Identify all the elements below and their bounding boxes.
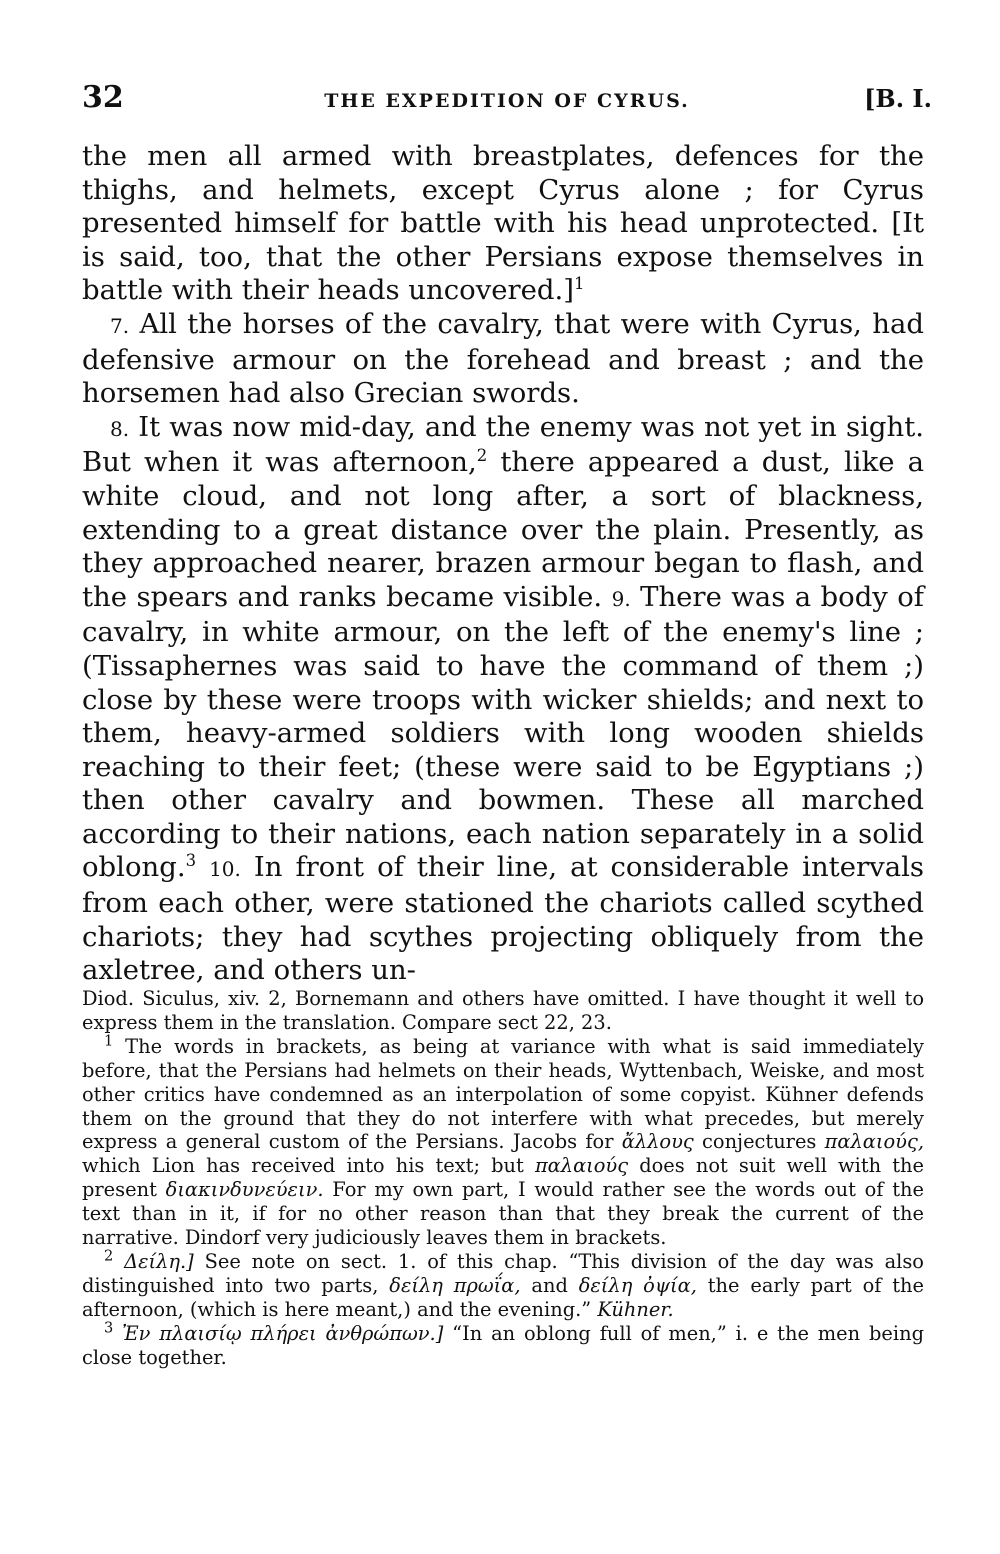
main-text <box>82 140 924 988</box>
footnote-2 <box>82 1250 924 1322</box>
footnote-2-text-a: See note on sect. 1. of this chap. “This division of the day was also distinguished into two parts, <box>82 1249 924 1297</box>
greek-word: διακινδυνεύειν. <box>165 1178 324 1202</box>
section-9-text: There was a body of cavalry, in white armour, on the left of the enemy's line ; (Tissaphernes was said to have the command of them ;) close by these were troops with wicker shields; and next to them, heavy-armed soldiers with long wooden shields reaching to their feet; (these were said to be Egyptians ;) then other cavalry and bowmen. These all marched according to their nations, each nation separately in a solid oblong. <box>82 580 924 884</box>
footnote-2-mark: 2 <box>104 1248 114 1265</box>
section-8-text-b: there appeared a dust, like a white cloud, and not long after, a sort of blackness, extending to a great distance over the plain. Presently, as they approached nearer, brazen armour began to flash, and the spears and ranks became visible. <box>82 446 924 613</box>
greek-word: ἄλλους <box>621 1130 694 1154</box>
running-title: THE EXPEDITION OF CYRUS. <box>324 90 690 112</box>
section-8 <box>82 411 924 988</box>
footnote-1-mark: 1 <box>104 1033 114 1050</box>
source-attribution: Kühner. <box>597 1297 674 1321</box>
section-7 <box>82 308 924 411</box>
greek-word: παλαιούς, <box>824 1130 924 1154</box>
section-10-text: In front of their line, at considerable intervals from each other, were stationed the chariots called scythed chariots; they had scythes projecting obliquely from the axletree, and others un- <box>82 851 924 987</box>
footnote-2-and: and <box>531 1273 568 1297</box>
greek-word: δείλη ὀψία, <box>578 1273 697 1297</box>
footnote-1-text-c: which Lion has received into his text; but <box>82 1154 524 1178</box>
footnote-1-text-a: The words in brackets, as being at variance with what is said immediately before, that the Persians had helmets on their heads, Wyttenbach, Weiske, and most other critics have condemned as an interpolation of some copyist. Kühner defends them on the ground that they do not interfere with what precedes, but merely express a general custom of the Persians. Jacobs for <box>82 1034 924 1154</box>
footnote-2-text-b: the early part of the afternoon, (which is here meant,) and the evening.” <box>82 1273 925 1321</box>
footnote-ref-1[interactable]: 1 <box>574 274 585 294</box>
footnote-1-text-e: For my own part, I would rather see the words out of the text than in it, if for no other reason than that they break the current of the narrative. Dindorf very judiciously leaves them in brackets. <box>82 1178 924 1250</box>
greek-word: Δείλη.] <box>124 1249 194 1273</box>
running-header <box>82 80 932 120</box>
footnote-ref-2[interactable]: 2 <box>476 446 488 466</box>
book-reference: [B. I. <box>864 84 932 113</box>
footnote-ref-3[interactable]: 3 <box>185 851 197 871</box>
paragraph-cyrus-armour <box>82 140 924 308</box>
greek-word: παλαιούς <box>534 1154 629 1178</box>
footnote-continuation: Diod. Siculus, xiv. 2, Bornemann and others have omitted. I have thought it well to express them in the translation. Compare sect 22, 23. <box>82 987 924 1034</box>
paragraph-text: the men all armed with breastplates, defences for the thighs, and helmets, except Cyrus alone ; for Cyrus presented himself for battle with his head unprotected. [It is said, too, that the other Persians expose themselves in battle with their heads uncovered.] <box>82 140 924 307</box>
greek-phrase: Ἐν πλαισίῳ πλήρει ἀνθρώπων.] <box>122 1321 444 1345</box>
footnote-3-text: “In an oblong full of men,” i. e the men being close together. <box>82 1321 924 1369</box>
footnote-3 <box>82 1322 924 1370</box>
section-7-text: All the horses of the cavalry, that were with Cyrus, had defensive armour on the forehead and breast ; and the horsemen had also Grecian swords. <box>82 307 924 410</box>
footnote-1-text-b: conjectures <box>702 1130 817 1154</box>
footnotes <box>82 987 924 1370</box>
section-number-7: 7. <box>110 313 130 338</box>
footnote-1-text-d: does not suit well with the present <box>82 1154 924 1202</box>
section-number-8: 8. <box>110 416 130 441</box>
page-number: 32 <box>82 80 124 115</box>
footnote-3-mark: 3 <box>104 1320 114 1337</box>
section-number-9: 9. <box>611 586 631 611</box>
footnote-1 <box>82 1035 924 1250</box>
section-number-10: 10. <box>209 857 241 882</box>
greek-word: δείλη πρωΐα, <box>389 1273 521 1297</box>
section-8-text-a: It was now mid-day, and the enemy was not yet in sight. But when it was afternoon, <box>82 410 924 479</box>
